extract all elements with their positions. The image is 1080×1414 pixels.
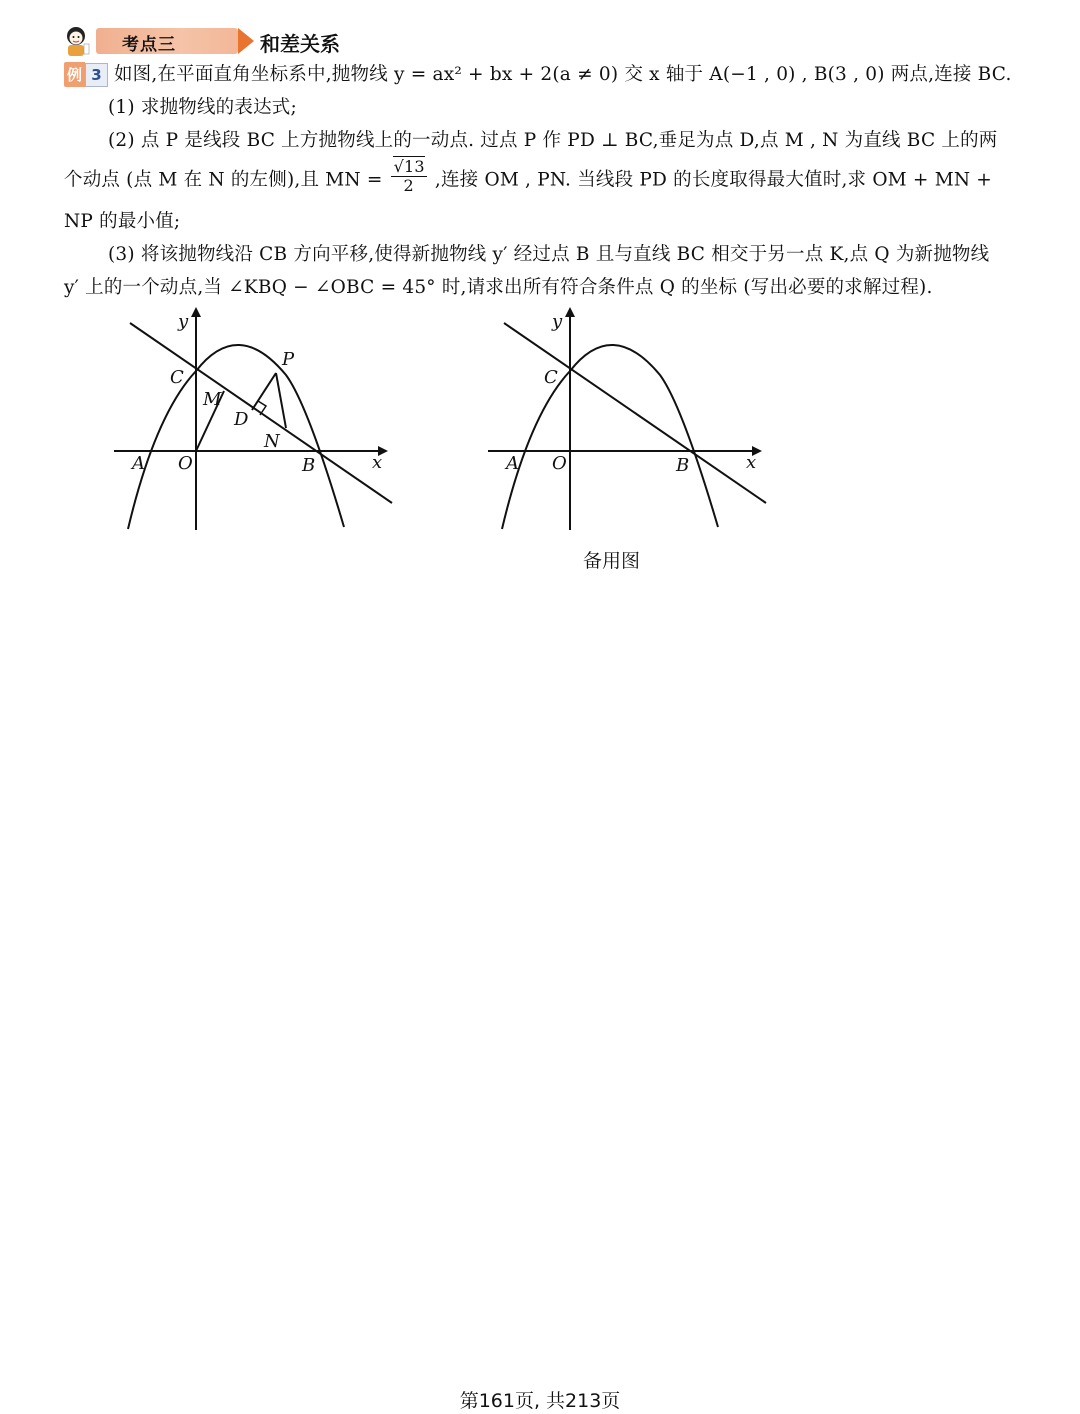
- label-b: B: [676, 455, 690, 476]
- label-m: M: [203, 389, 222, 410]
- label-o: O: [552, 453, 567, 474]
- label-x: x: [746, 452, 757, 473]
- line-bc: [504, 323, 766, 503]
- label-a: A: [132, 453, 145, 474]
- part-2-line-3: NP 的最小值;: [64, 211, 181, 232]
- figure-2: [474, 305, 784, 535]
- y-axis-arrow: [565, 307, 575, 317]
- section-header: [62, 22, 482, 58]
- problem-line-1: [64, 60, 1012, 86]
- fraction-sqrt13-over-2: $\frac{√13}{2}$: [391, 158, 427, 195]
- section-title: 和差关系: [260, 32, 340, 56]
- label-p: P: [282, 349, 295, 370]
- label-b: B: [302, 455, 316, 476]
- part-3-line-1: (3) 将该抛物线沿 CB 方向平移,使得新抛物线 y′ 经过点 B 且与直线 BC 相交于另一点 K,点 Q 为新抛物线: [108, 244, 990, 265]
- label-x: x: [372, 452, 383, 473]
- segment-pn: [276, 373, 286, 428]
- part-2-line-2: 个动点 (点 M 在 N 的左侧),且 MN = $\frac{√13}{2}$ ,连接 OM , PN. 当线段 PD 的长度取得最大值时,求 OM + MN +: [64, 157, 993, 195]
- y-axis-arrow: [191, 307, 201, 317]
- page-footer: 第161页, 共213页: [459, 1390, 621, 1412]
- figure-1: [100, 305, 410, 535]
- part-3-line-2: y′ 上的一个动点,当 ∠KBQ − ∠OBC = 45° 时,请求出所有符合条件点 Q 的坐标 (写出必要的求解过程).: [64, 277, 933, 298]
- mascot-icon: [62, 24, 94, 58]
- topic-tag-label: 考点三: [122, 35, 176, 55]
- label-y: y: [178, 311, 189, 332]
- label-c: C: [170, 367, 184, 388]
- label-n: N: [264, 431, 280, 452]
- example-badge: 例 3: [64, 62, 108, 86]
- part-1: (1) 求抛物线的表达式;: [108, 97, 297, 118]
- label-o: O: [178, 453, 193, 474]
- figure-2-caption: 备用图: [583, 550, 641, 572]
- parabola: [502, 345, 718, 529]
- label-a: A: [506, 453, 519, 474]
- tag-arrow-icon: [238, 28, 254, 54]
- topic-tag: [96, 28, 238, 54]
- problem-statement: 如图,在平面直角坐标系中,抛物线 y = ax² + bx + 2(a ≠ 0) 交 x 轴于 A(−1 , 0) , B(3 , 0) 两点,连接 BC.: [113, 64, 1012, 85]
- label-y: y: [552, 311, 563, 332]
- parabola: [128, 345, 344, 529]
- label-c: C: [544, 367, 558, 388]
- label-d: D: [234, 409, 249, 430]
- part-2-line-1: (2) 点 P 是线段 BC 上方抛物线上的一动点. 过点 P 作 PD ⊥ BC,垂足为点 D,点 M , N 为直线 BC 上的两: [108, 130, 998, 151]
